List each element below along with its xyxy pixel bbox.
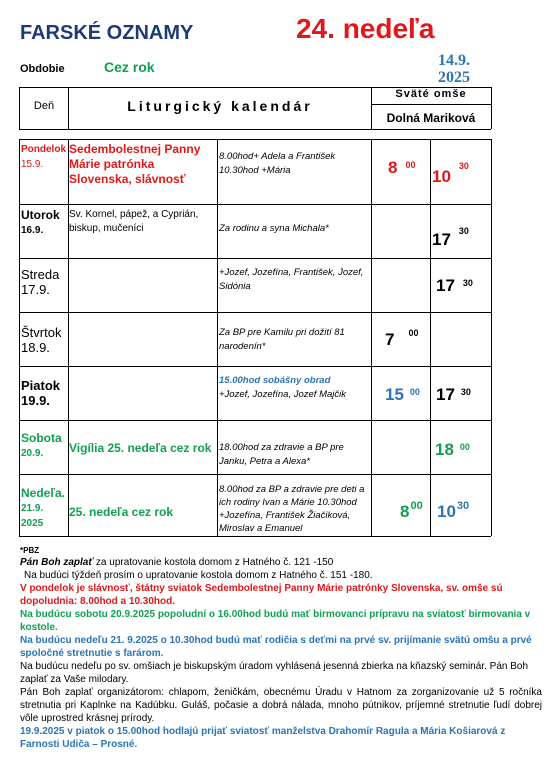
day-date: 16.9.	[21, 225, 44, 236]
intentions: +Jozef, Jozefína, František, Jozef, Sidónia	[219, 267, 364, 292]
obdobie-label: Obdobie	[20, 63, 65, 75]
note-first-communion: Na budúcu nedeľu 21. 9.2025 o 10.30hod budú mať rodičia s deťmi na prvé sv. prijímanie svätú omšu a prvé spoločné stretnutie s farárom.	[20, 635, 532, 659]
hour: 8	[400, 502, 410, 521]
mass-time-2	[432, 226, 469, 250]
mass-time-2	[432, 161, 469, 187]
mass-time-2	[435, 440, 470, 460]
day-label: Štvrtok	[21, 325, 62, 340]
day-name	[21, 267, 59, 297]
day-label: Pondelok	[21, 144, 67, 155]
hour: 8	[388, 158, 398, 177]
day-date: 17.9.	[21, 282, 50, 297]
intentions: 8.00hod+ Adela a František 10.30hod +Mária	[219, 151, 336, 176]
minute: 00	[410, 500, 423, 512]
intentions: 8.00hod za BP a zdravie pre deti a ich rodiny Ivan a Márie 10.30hod +Jozefína, František Žiačiková, Miroslav a Emanuel	[219, 484, 365, 534]
mass-time-2	[437, 502, 469, 522]
note-cleaning: Na budúci týždeň prosím o upratovanie kostola domom z Hatného č. 151 -180.	[24, 570, 373, 581]
hour: 17	[432, 230, 451, 249]
note-organizers: Pán Boh zaplať organizátorom: chlapom, ženičkám, obecnému Úradu v Hatnom za zorganizovanie už 5 ročníka stretnutia pri Kaplnke na Kadúbku. Guláš, počasie a dobrá nálada, mnoho pútnikov, príjemné stretnutie ľudí dobrej vôle uprostred krásnej prírody.	[20, 687, 542, 724]
date-day: 14.9.	[438, 52, 470, 69]
mass-time-2	[436, 385, 471, 405]
hour: 17	[436, 385, 455, 404]
column-header-den: Deň	[33, 100, 55, 112]
wedding-intention: 15.00hod sobášny obrad	[219, 375, 331, 386]
intentions: Za rodinu a syna Michala*	[219, 223, 329, 234]
day-name	[21, 142, 66, 172]
day-date: 15.9.	[21, 159, 44, 170]
celebration: Sedembolestnej Panny Márie patrónka Slovenska, slávnosť	[69, 142, 201, 186]
column-header-liturgical: Liturgický kalendár	[127, 98, 313, 114]
day-date: 18.9.	[21, 340, 50, 355]
mass-time-1	[388, 158, 415, 178]
note-confirmation: Na budúcu sobotu 20.9.2025 popoludní o 16.00hod budú mať birmovanci prípravu na sviatosť birmovania v kostole.	[20, 609, 531, 633]
note-wedding: 19.9.2025 v piatok o 15.00hod hodlajú prijať sviatosť manželstva Drahomír Ragula a Mária Košiarová z Farnosti Udiča – Prosné.	[20, 726, 506, 750]
minute: 30	[458, 226, 469, 236]
hour: 17	[436, 276, 455, 295]
hour: 15	[385, 385, 404, 404]
mass-time-2	[436, 276, 473, 296]
day-label: Streda	[21, 267, 60, 282]
day-label: Nedeľa.	[21, 486, 65, 500]
column-header-masses: Sväté omše	[395, 88, 467, 100]
pbz-note: *PBZ	[20, 546, 40, 555]
note-holiday: V pondelok je slávnosť, štátny sviatok Sedembolestnej Panny Márie patrónky Slovenska, sv. omše sú dopoludnia: 8.00hod a 10.30hod.	[20, 583, 503, 607]
date-year: 2025	[438, 69, 470, 86]
hour: 10	[437, 502, 456, 521]
intentions	[219, 374, 369, 402]
day-date: 20.9.	[21, 448, 44, 459]
hour: 10	[432, 167, 451, 186]
note-thanks-bold: Pán Boh zaplať	[20, 557, 94, 568]
day-label: Piatok	[21, 378, 61, 393]
minute: 30	[462, 278, 473, 288]
minute: 00	[459, 442, 470, 452]
day-label: Utorok	[21, 208, 60, 222]
obdobie-value: Cez rok	[104, 59, 155, 75]
day-name	[21, 325, 61, 355]
minute: 00	[405, 160, 416, 170]
celebration: Vigília 25. nedeľa cez rok	[69, 441, 212, 455]
page-title: FARSKÉ OZNAMY	[20, 22, 194, 44]
mass-time-1	[400, 502, 423, 522]
day-name	[21, 486, 67, 531]
celebration: Sv. Kornel, pápež, a Cyprián, biskup, mučeníci	[69, 209, 199, 234]
day-label: Sobota	[21, 431, 62, 445]
day-date: 21.9. 2025	[21, 503, 44, 529]
minute: 30	[458, 161, 469, 171]
note-thanks-text: za upratovanie kostola domom z Hatného č. 121 -150	[93, 557, 334, 568]
minute: 30	[460, 387, 471, 397]
hour: 18	[435, 440, 454, 459]
day-name	[21, 378, 60, 408]
day-name	[21, 208, 60, 238]
mass-time-1	[385, 385, 420, 405]
intentions: Za BP pre Kamilu pri dožití 81 narodenín*	[219, 327, 345, 352]
minute: 00	[408, 328, 419, 338]
intention-text: +Jozef, Jozefína, Jozef Majčik	[219, 389, 346, 400]
announcements	[20, 556, 542, 751]
note-collection: Na budúcu nedeľu po sv. omšiach je biskupským úradom vyhlásená jesenná zbierka na kňazský seminár. Pán Boh zaplať za Vaše milodary.	[20, 661, 529, 685]
date-block	[424, 52, 484, 86]
minute: 00	[409, 387, 420, 397]
day-name	[21, 431, 62, 461]
celebration: 25. nedeľa cez rok	[69, 505, 174, 519]
intentions: 18.00hod za zdravie a BP pre Janku, Petra a Alexa*	[219, 442, 344, 467]
hour: 7	[385, 330, 395, 349]
day-date: 19.9.	[21, 393, 50, 408]
minute: 30	[456, 500, 470, 512]
week-title: 24. nedeľa	[296, 13, 435, 44]
note-thanks	[20, 556, 542, 569]
column-header-parish: Dolná Mariková	[386, 111, 476, 125]
mass-time-1	[385, 330, 418, 350]
